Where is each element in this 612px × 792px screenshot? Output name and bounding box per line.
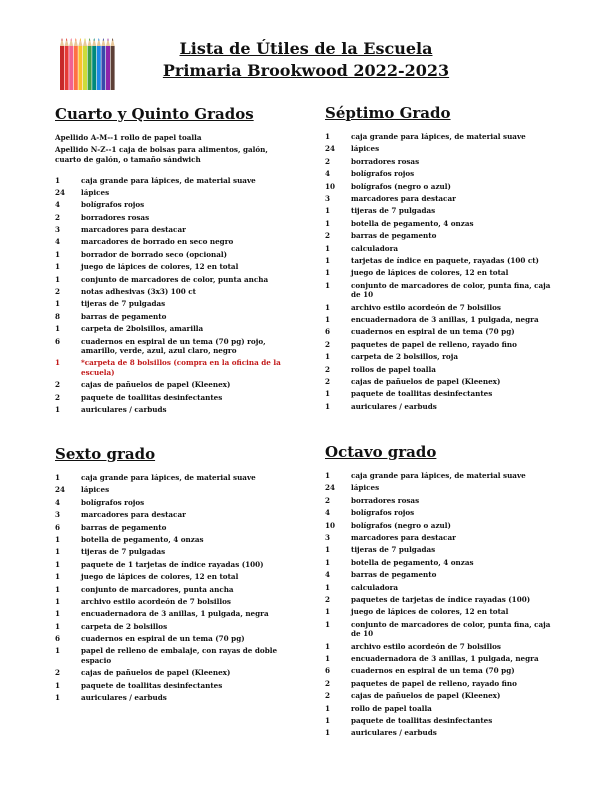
item-description: paquete de toallitas desinfectantes [351, 389, 493, 399]
item-quantity: 1 [55, 584, 61, 594]
item-description: archivo estilo acordeón de 7 bolsillos [351, 302, 501, 312]
item-quantity: 1 [325, 715, 331, 725]
item-quantity: 1 [325, 243, 331, 253]
list-item [325, 716, 555, 726]
item-description: cuadernos en espiral de un tema (70 pg) [81, 634, 245, 644]
list-item [325, 691, 555, 701]
list-item [55, 358, 285, 377]
item-quantity: 1 [325, 401, 331, 411]
item-quantity: 2 [325, 231, 331, 241]
item-quantity: 1 [55, 596, 61, 606]
list-item [55, 498, 285, 508]
item-description: conjunto de marcadores, punta ancha [81, 584, 234, 594]
item-quantity: 2 [325, 678, 331, 688]
item-description: bolígrafos rojos [81, 497, 145, 507]
item-quantity: 1 [55, 609, 61, 619]
item-quantity: 2 [325, 156, 331, 166]
pencil-body [83, 46, 87, 90]
list-item [55, 393, 285, 403]
item-description: paquetes de papel de relleno, rayado fino [351, 678, 517, 688]
list-item [325, 728, 555, 738]
list-item [325, 340, 555, 350]
item-description: encuadernadora de 3 anillas, 1 pulgada, negra [81, 609, 269, 619]
title-line-1: Lista de Útiles de la Escuela [179, 39, 433, 58]
item-description: juego de lápices de colores, 12 en total [81, 262, 239, 272]
list-item [325, 281, 555, 300]
list-item [55, 668, 285, 678]
item-description: conjunto de marcadores de color, punta fina, caja de 10 [351, 280, 551, 300]
list-item [325, 654, 555, 664]
list-item [325, 303, 555, 313]
item-quantity: 2 [55, 392, 61, 402]
list-item [325, 642, 555, 652]
item-quantity: 2 [55, 380, 61, 390]
list-item [325, 256, 555, 266]
item-description: caja grande para lápices, de material suave [351, 471, 526, 480]
list-item [55, 213, 285, 223]
item-quantity: 1 [325, 641, 331, 651]
item-description: tijeras de 7 pulgadas [351, 206, 436, 216]
item-quantity: 2 [325, 691, 331, 701]
item-quantity: 4 [325, 169, 331, 179]
item-quantity: 2 [325, 495, 331, 505]
list-item [55, 485, 285, 495]
item-quantity: 1 [325, 218, 331, 228]
section-cuarto-quinto [55, 105, 285, 418]
list-item [325, 508, 555, 518]
item-description: paquete de toallitas desinfectantes [81, 680, 223, 690]
note: Apellido A-M--1 rollo de papel toalla [55, 133, 202, 142]
list-item [55, 250, 285, 260]
pencil-lead [98, 38, 99, 41]
list-item [325, 244, 555, 254]
item-quantity: 2 [325, 364, 331, 374]
item-description: encuadernadora de 3 anillas, 1 pulgada, negra [351, 653, 539, 663]
list-item [55, 572, 285, 582]
item-description: botella de pegamento, 4 onzas [351, 218, 474, 228]
list-item [325, 402, 555, 412]
list-item [325, 666, 555, 676]
list-item [325, 545, 555, 555]
item-description: auriculares / earbuds [351, 728, 437, 738]
item-quantity: 4 [55, 497, 61, 507]
item-quantity: 1 [325, 302, 331, 312]
item-description: caja grande para lápices, de material suave [351, 132, 526, 141]
item-quantity: 1 [325, 545, 331, 555]
item-quantity: 1 [325, 703, 331, 713]
item-description: paquete de toallitas desinfectantes [81, 392, 223, 402]
pencil-lead [61, 38, 62, 41]
list-item [325, 365, 555, 375]
item-quantity: 2 [325, 339, 331, 349]
item-quantity: 1 [325, 557, 331, 567]
item-quantity: 1 [55, 358, 61, 368]
list-item [55, 523, 285, 533]
item-quantity: 24 [325, 483, 336, 493]
item-quantity: 1 [325, 582, 331, 592]
list-item [325, 595, 555, 605]
item-quantity: 2 [55, 287, 61, 297]
list-item [55, 200, 285, 210]
item-quantity: 1 [55, 693, 61, 703]
list-item [325, 620, 555, 639]
item-description: calculadora [351, 582, 399, 592]
item-quantity: 1 [325, 132, 331, 141]
item-quantity: 1 [55, 473, 61, 482]
document-title [120, 38, 492, 82]
item-quantity: 1 [325, 728, 331, 738]
item-quantity: 1 [55, 249, 61, 259]
item-description: cuadernos en espiral de un tema (70 pg) rojo, amarillo, verde, azul, azul claro, negro [81, 336, 266, 356]
list-item [325, 132, 555, 142]
item-description: borradores rosas [351, 495, 420, 505]
item-description: borradores rosas [81, 212, 150, 222]
colored-pencils-icon [58, 36, 116, 92]
list-item [55, 275, 285, 285]
item-quantity: 1 [325, 389, 331, 399]
notes-list [55, 133, 285, 166]
item-description: marcadores para destacar [81, 510, 186, 520]
list-item [325, 471, 555, 481]
list-item [325, 483, 555, 493]
list-item [55, 560, 285, 570]
list-item [325, 327, 555, 337]
pencil-lead [71, 38, 72, 41]
item-quantity: 24 [55, 187, 66, 197]
item-description: paquetes de papel de relleno, rayado fino [351, 339, 517, 349]
list-item [325, 352, 555, 362]
item-description: encuadernadora de 3 anillas, 1 pulgada, negra [351, 314, 539, 324]
item-quantity: 24 [325, 144, 336, 154]
item-quantity: 3 [55, 225, 61, 235]
list-item [55, 176, 285, 186]
list-item [55, 585, 285, 595]
list-item [55, 693, 285, 703]
item-quantity: 4 [55, 237, 61, 247]
item-quantity: 1 [55, 680, 61, 690]
list-item [55, 609, 285, 619]
item-quantity: 1 [325, 255, 331, 265]
item-description: botella de pegamento, 4 onzas [351, 557, 474, 567]
item-description: archivo estilo acordeón de 7 bolsillos [351, 641, 501, 651]
item-description: caja grande para lápices, de material suave [81, 175, 256, 185]
list-item [325, 157, 555, 167]
item-description: tijeras de 7 pulgadas [81, 547, 166, 557]
list-item [325, 182, 555, 192]
list-item [325, 607, 555, 617]
item-quantity: 4 [325, 570, 331, 580]
item-description: caja grande para lápices, de material suave [81, 473, 256, 482]
item-quantity: 24 [55, 485, 66, 495]
item-description: cajas de pañuelos de papel (Kleenex) [351, 376, 501, 386]
item-description: tarjetas de índice en paquete, rayadas (100 ct) [351, 255, 539, 265]
pencil-body [74, 46, 78, 90]
pencil-lead [112, 38, 113, 41]
item-quantity: 2 [325, 376, 331, 386]
item-quantity: 1 [325, 206, 331, 216]
item-description: barras de pegamento [81, 311, 167, 321]
item-quantity: 2 [55, 668, 61, 678]
item-description: barras de pegamento [351, 570, 437, 580]
item-description: auriculares / earbuds [81, 693, 167, 703]
item-description: juego de lápices de colores, 12 en total [351, 268, 509, 278]
item-quantity: 1 [325, 653, 331, 663]
list-item [55, 380, 285, 390]
list-item [325, 583, 555, 593]
item-quantity: 6 [55, 634, 61, 644]
list-item [55, 405, 285, 415]
item-description: lápices [351, 483, 380, 493]
item-quantity: 3 [325, 193, 331, 203]
pencil-lead [107, 38, 108, 41]
item-description: marcadores para destacar [81, 225, 186, 235]
supply-list [55, 473, 285, 703]
title-line-2: Primaria Brookwood 2022-2023 [162, 61, 450, 80]
list-item [55, 237, 285, 247]
pencil-body [106, 46, 110, 90]
list-item [325, 389, 555, 399]
item-description: juego de lápices de colores, 12 en total [81, 572, 239, 582]
item-quantity: 1 [325, 314, 331, 324]
item-quantity: 6 [55, 522, 61, 532]
list-item [325, 704, 555, 714]
item-description: *carpeta de 8 bolsillos (compra en la oficina de la escuela) [81, 358, 281, 377]
item-description: barras de pegamento [81, 522, 167, 532]
note: Apellido N-Z--1 caja de bolsas para alimentos, galón, cuarto de galón, o tamaño sándwich [55, 144, 268, 164]
item-description: calculadora [351, 243, 399, 253]
section-septimo [325, 104, 555, 414]
item-description: marcadores para destacar [351, 193, 456, 203]
pencil-lead [103, 38, 104, 41]
list-item [55, 337, 285, 356]
list-item [325, 194, 555, 204]
section-title: Cuarto y Quinto Grados [55, 105, 254, 123]
list-item [325, 169, 555, 179]
item-description: cuadernos en espiral de un tema (70 pg) [351, 666, 515, 676]
section-title: Sexto grado [55, 445, 156, 463]
item-description: carpeta de 2 bolsillos, roja [351, 352, 458, 362]
item-description: lápices [351, 144, 380, 154]
list-item [55, 262, 285, 272]
item-quantity: 1 [325, 268, 331, 278]
item-quantity: 2 [325, 594, 331, 604]
item-quantity: 10 [325, 181, 336, 191]
section-sexto [55, 445, 285, 706]
list-item [55, 622, 285, 632]
pencil-lead [89, 38, 90, 41]
item-quantity: 6 [325, 666, 331, 676]
item-description: bolígrafos (negro o azul) [351, 520, 451, 530]
item-quantity: 3 [55, 510, 61, 520]
item-description: marcadores para destacar [351, 532, 456, 542]
item-description: carpeta de 2 bolsillos [81, 621, 168, 631]
pencil-body [88, 46, 92, 90]
list-item [325, 679, 555, 689]
item-quantity: 3 [325, 532, 331, 542]
pencil-body [78, 46, 82, 90]
list-item [325, 315, 555, 325]
item-quantity: 1 [325, 280, 331, 290]
item-description: lápices [81, 485, 110, 495]
pencil-body [111, 46, 115, 90]
list-item [325, 144, 555, 154]
list-item [325, 231, 555, 241]
supply-list [325, 132, 555, 411]
item-description: paquete de 1 tarjetas de índice rayadas (100) [81, 559, 264, 569]
list-item [325, 521, 555, 531]
item-description: auriculares / earbuds [351, 401, 437, 411]
item-quantity: 6 [55, 336, 61, 346]
pencil-body [60, 46, 64, 90]
list-item [55, 646, 285, 665]
item-description: bolígrafos rojos [351, 508, 415, 518]
list-item [55, 225, 285, 235]
item-quantity: 6 [325, 327, 331, 337]
pencil-lead [84, 38, 85, 41]
item-quantity: 1 [55, 175, 61, 185]
pencil-lead [75, 38, 76, 41]
item-description: conjunto de marcadores de color, punta fina, caja de 10 [351, 619, 551, 639]
item-quantity: 4 [55, 200, 61, 210]
pencil-lead [80, 38, 81, 41]
section-octavo [325, 443, 555, 741]
list-item [325, 219, 555, 229]
pencil-body [92, 46, 96, 90]
list-item [55, 681, 285, 691]
list-item [325, 558, 555, 568]
item-quantity: 1 [325, 607, 331, 617]
list-item [325, 377, 555, 387]
item-description: notas adhesivas (3x3) 100 ct [81, 287, 196, 297]
item-description: barras de pegamento [351, 231, 437, 241]
item-description: rollos de papel toalla [351, 364, 436, 374]
pencil-body [65, 46, 69, 90]
item-description: conjunto de marcadores de color, punta ancha [81, 274, 269, 284]
item-description: tijeras de 7 pulgadas [351, 545, 436, 555]
section-title: Séptimo Grado [325, 104, 451, 122]
item-description: bolígrafos rojos [351, 169, 415, 179]
list-item [55, 299, 285, 309]
item-quantity: 2 [55, 212, 61, 222]
supply-list [55, 176, 285, 415]
list-item [55, 634, 285, 644]
item-description: cajas de pañuelos de papel (Kleenex) [81, 380, 231, 390]
list-item [325, 268, 555, 278]
item-quantity: 1 [55, 547, 61, 557]
pencil-lead [66, 38, 67, 41]
list-item [55, 547, 285, 557]
item-description: rollo de papel toalla [351, 703, 432, 713]
item-description: cajas de pañuelos de papel (Kleenex) [81, 668, 231, 678]
supply-list [325, 471, 555, 738]
pencil-body [97, 46, 101, 90]
list-item [55, 535, 285, 545]
list-item [325, 496, 555, 506]
item-description: carpeta de 2bolsillos, amarilla [81, 324, 204, 334]
item-description: borradores rosas [351, 156, 420, 166]
item-description: borrador de borrado seco (opcional) [81, 249, 228, 259]
pencil-body [101, 46, 105, 90]
item-description: lápices [81, 187, 110, 197]
list-item [55, 597, 285, 607]
list-item [325, 570, 555, 580]
item-description: archivo estilo acordeón de 7 bolsillos [81, 596, 231, 606]
item-quantity: 1 [55, 646, 61, 656]
item-quantity: 1 [55, 534, 61, 544]
item-description: juego de lápices de colores, 12 en total [351, 607, 509, 617]
item-description: paquetes de tarjetas de índice rayadas (100) [351, 594, 531, 604]
list-item [55, 287, 285, 297]
item-description: cuadernos en espiral de un tema (70 pg) [351, 327, 515, 337]
item-quantity: 1 [55, 262, 61, 272]
item-quantity: 10 [325, 520, 336, 530]
item-description: cajas de pañuelos de papel (Kleenex) [351, 691, 501, 701]
item-description: marcadores de borrado en seco negro [81, 237, 234, 247]
section-title: Octavo grado [325, 443, 437, 461]
item-quantity: 1 [55, 299, 61, 309]
item-description: paquete de toallitas desinfectantes [351, 715, 493, 725]
list-item [325, 206, 555, 216]
item-quantity: 1 [325, 619, 331, 629]
item-description: botella de pegamento, 4 onzas [81, 534, 204, 544]
item-quantity: 1 [55, 274, 61, 284]
pencil-lead [94, 38, 95, 41]
list-item [55, 324, 285, 334]
list-item [55, 188, 285, 198]
pencil-body [69, 46, 73, 90]
item-quantity: 1 [55, 559, 61, 569]
item-quantity: 1 [325, 471, 331, 480]
list-item [325, 533, 555, 543]
item-quantity: 1 [55, 405, 61, 415]
list-item [55, 473, 285, 483]
item-quantity: 1 [55, 324, 61, 334]
item-quantity: 1 [55, 621, 61, 631]
item-quantity: 1 [325, 352, 331, 362]
item-quantity: 8 [55, 311, 61, 321]
item-description: auriculares / carbuds [81, 405, 167, 415]
item-quantity: 1 [55, 572, 61, 582]
item-description: tijeras de 7 pulgadas [81, 299, 166, 309]
list-item [55, 312, 285, 322]
item-description: papel de relleno de embalaje, con rayas de doble espacio [81, 646, 278, 665]
list-item [55, 510, 285, 520]
item-description: bolígrafos rojos [81, 200, 145, 210]
item-quantity: 4 [325, 508, 331, 518]
item-description: bolígrafos (negro o azul) [351, 181, 451, 191]
